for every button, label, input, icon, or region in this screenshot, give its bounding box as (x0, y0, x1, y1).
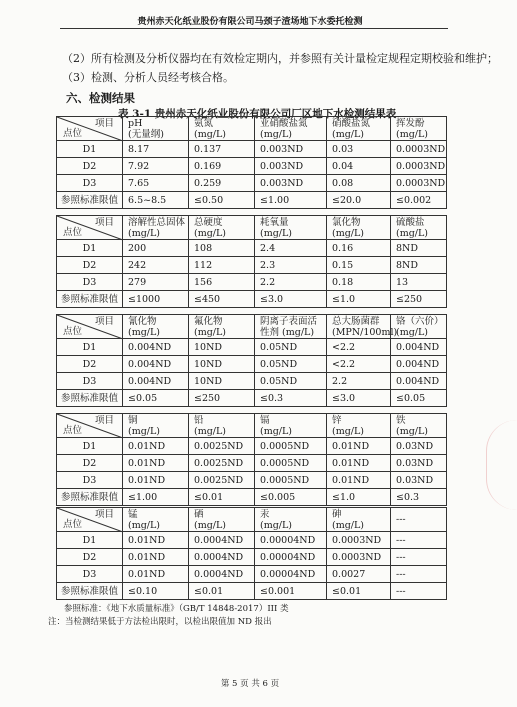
table-header-row (57, 216, 447, 240)
column-header (123, 315, 189, 339)
results-table-5 (56, 507, 447, 600)
table-row (57, 583, 447, 600)
corner-label-point: 点位 (63, 326, 83, 337)
cell-value: 0.0004ND (189, 549, 255, 566)
cell-value: 0.03ND (391, 472, 447, 489)
cell-value: 7.92 (123, 158, 189, 175)
header-divider (60, 28, 448, 29)
column-header (189, 508, 255, 532)
cell-value: 10ND (189, 373, 255, 390)
cell-value: 0.0003ND (391, 141, 447, 158)
table-row (57, 257, 447, 274)
cell-value: 0.01ND (327, 472, 391, 489)
header-label: 氰化物 (128, 315, 157, 327)
cell-value: 2.2 (255, 274, 327, 291)
cell-value: ≤0.05 (123, 390, 189, 407)
table-row (57, 472, 447, 489)
header-unit: (mg/L) (194, 128, 227, 140)
header-label: 溶解性总固体 (128, 216, 186, 228)
cell-value: ≤0.05 (391, 390, 447, 407)
column-header (391, 216, 447, 240)
footnote: 注：当检测结果低于方法检出限时，以检出限值加 ND 报出 (48, 617, 272, 627)
cell-value: 0.01ND (327, 438, 391, 455)
header-unit: (mg/L) (194, 326, 227, 338)
cell-value: 7.65 (123, 175, 189, 192)
header-label: 氟化物 (194, 315, 223, 327)
column-header (123, 508, 189, 532)
cell-value: ≤1.0 (327, 291, 391, 308)
column-header (123, 117, 189, 141)
cell-value: 0.004ND (123, 339, 189, 356)
header-unit: 性剂 (mg/L) (260, 326, 315, 338)
cell-value: 0.05ND (255, 373, 327, 390)
header-label: 硒 (194, 508, 204, 520)
column-header (327, 117, 391, 141)
corner-label-point: 点位 (63, 519, 83, 530)
cell-value: 0.00004ND (255, 549, 327, 566)
cell-value: ≤0.3 (391, 489, 447, 506)
cell-value: ≤250 (189, 390, 255, 407)
cell-value: --- (391, 583, 447, 600)
table-row (57, 192, 447, 209)
header-unit: (mg/L) (396, 326, 429, 338)
cell-value: 0.0005ND (255, 472, 327, 489)
row-label: D3 (57, 274, 123, 291)
row-label: D1 (57, 339, 123, 356)
table-header-row (57, 508, 447, 532)
row-label: D3 (57, 175, 123, 192)
header-unit: (mg/L) (128, 425, 161, 437)
cell-value: ≤3.0 (327, 390, 391, 407)
header-label: --- (396, 514, 406, 525)
header-label: pH (128, 117, 143, 129)
column-header (123, 216, 189, 240)
header-label: 阴离子表面活 (260, 315, 318, 327)
cell-value: 0.003ND (255, 158, 327, 175)
header-label: 挥发酚 (396, 117, 425, 129)
header-unit: (mg/L) (260, 519, 293, 531)
header-unit: (mg/L) (194, 227, 227, 239)
column-header (391, 508, 447, 532)
row-label: D3 (57, 373, 123, 390)
cell-value: 0.01ND (123, 472, 189, 489)
corner-cell (57, 508, 123, 532)
column-header (255, 508, 327, 532)
cell-value: 8.17 (123, 141, 189, 158)
column-header (391, 117, 447, 141)
cell-value: 0.01ND (123, 455, 189, 472)
cell-value: ≤3.0 (255, 291, 327, 308)
cell-value: 13 (391, 274, 447, 291)
cell-value: 6.5~8.5 (123, 192, 189, 209)
cell-value: 0.01ND (123, 438, 189, 455)
cell-value: 156 (189, 274, 255, 291)
standard-note: 参照标准：《地下水质量标准》（GB/T 14848-2017）III 类 (64, 604, 289, 614)
cell-value: 0.137 (189, 141, 255, 158)
header-unit: (mg/L) (128, 519, 161, 531)
header-unit: (mg/L) (128, 326, 161, 338)
table-row (57, 291, 447, 308)
results-table-4 (56, 413, 447, 506)
cell-value: ≤20.0 (327, 192, 391, 209)
table-row (57, 566, 447, 583)
cell-value: 0.03ND (391, 438, 447, 455)
row-label: 参照标准限值 (57, 192, 123, 209)
cell-value: <2.2 (327, 339, 391, 356)
cell-value: 0.0003ND (391, 175, 447, 192)
page-header: 贵州赤天化纸业股份有限公司马颈子渣场地下水委托检测 (137, 17, 363, 27)
cell-value: ≤0.001 (255, 583, 327, 600)
table-row (57, 373, 447, 390)
column-header (327, 315, 398, 339)
header-label: 硫酸盐 (396, 216, 425, 228)
cell-value: 0.00004ND (255, 532, 327, 549)
cell-value: 10ND (189, 356, 255, 373)
cell-value: 0.004ND (391, 356, 447, 373)
row-label: D2 (57, 356, 123, 373)
cell-value: ≤0.005 (255, 489, 327, 506)
header-unit: (mg/L) (332, 425, 365, 437)
table-header-row (57, 414, 447, 438)
table-row (57, 489, 447, 506)
cell-value: 0.16 (327, 240, 391, 257)
header-label: 硝酸盐氮 (332, 117, 371, 129)
header-label: 汞 (260, 508, 270, 520)
header-label: 总硬度 (194, 216, 223, 228)
row-label: 参照标准限值 (57, 390, 123, 407)
corner-label-point: 点位 (63, 425, 83, 436)
header-unit: (mg/L) (332, 227, 365, 239)
header-label: 铬（六价） (396, 315, 444, 327)
cell-value: ≤1.00 (123, 489, 189, 506)
cell-value: 0.0025ND (189, 472, 255, 489)
table-row (57, 356, 447, 373)
column-header (327, 508, 391, 532)
corner-label-item: 项目 (94, 415, 114, 426)
table-header-row (57, 117, 447, 141)
table-header-row (57, 315, 447, 339)
column-header (255, 117, 327, 141)
header-label: 镉 (260, 414, 270, 426)
cell-value: --- (391, 549, 447, 566)
cell-value: ≤0.002 (391, 192, 447, 209)
cell-value: 0.004ND (391, 339, 447, 356)
cell-value: 0.169 (189, 158, 255, 175)
table-row (57, 339, 447, 356)
cell-value: 112 (189, 257, 255, 274)
cell-value: ≤1.00 (255, 192, 327, 209)
cell-value: 0.0003ND (327, 549, 391, 566)
cell-value: 200 (123, 240, 189, 257)
table-row (57, 549, 447, 566)
cell-value: 0.0027 (327, 566, 391, 583)
table-row (57, 141, 447, 158)
row-label: D2 (57, 549, 123, 566)
cell-value: 279 (123, 274, 189, 291)
row-label: D1 (57, 532, 123, 549)
results-table-2 (56, 215, 447, 308)
cell-value: 0.05ND (255, 356, 327, 373)
table-row (57, 274, 447, 291)
column-header (255, 414, 327, 438)
cell-value: 0.0003ND (327, 532, 391, 549)
cell-value: 0.004ND (391, 373, 447, 390)
cell-value: ≤1.0 (327, 489, 391, 506)
corner-cell (57, 414, 123, 438)
header-unit: (mg/L) (396, 425, 429, 437)
cell-value: 2.2 (327, 373, 391, 390)
table-row (57, 240, 447, 257)
row-label: 参照标准限值 (57, 489, 123, 506)
column-header (189, 315, 255, 339)
corner-label-point: 点位 (63, 227, 83, 238)
cell-value: 0.18 (327, 274, 391, 291)
column-header (327, 216, 391, 240)
cell-value: 0.04 (327, 158, 391, 175)
cell-value: 0.0004ND (189, 532, 255, 549)
table-row (57, 390, 447, 407)
row-label: 参照标准限值 (57, 291, 123, 308)
header-label: 耗氧量 (260, 216, 289, 228)
header-unit: (mg/L) (194, 425, 227, 437)
header-label: 锌 (332, 414, 342, 426)
header-label: 总大肠菌群 (332, 315, 380, 327)
row-label: D2 (57, 257, 123, 274)
header-unit: (mg/L) (128, 227, 161, 239)
cell-value: ≤0.3 (255, 390, 327, 407)
header-label: 氨氮 (194, 117, 214, 129)
page-footer: 第 5 页 共 6 页 (220, 679, 280, 689)
cell-value: 0.003ND (255, 141, 327, 158)
cell-value: 0.259 (189, 175, 255, 192)
table-row (57, 532, 447, 549)
cell-value: 0.0005ND (255, 455, 327, 472)
header-label: 砷 (332, 508, 342, 520)
header-label: 氯化物 (332, 216, 361, 228)
cell-value: ≤450 (189, 291, 255, 308)
header-label: 铅 (194, 414, 204, 426)
table-row (57, 455, 447, 472)
cell-value: ≤250 (391, 291, 447, 308)
cell-value: 0.08 (327, 175, 391, 192)
cell-value: <2.2 (327, 356, 391, 373)
column-header (255, 315, 327, 339)
cell-value: 8ND (391, 257, 447, 274)
table-row (57, 175, 447, 192)
table-caption: 表 3-1 贵州赤天化纸业股份有限公司厂区地下水检测结果表 (118, 108, 397, 120)
column-header (189, 117, 255, 141)
column-header (123, 414, 189, 438)
cell-value: 108 (189, 240, 255, 257)
corner-label-item: 项目 (94, 217, 114, 228)
results-table-1 (56, 116, 447, 209)
cell-value: 0.004ND (123, 373, 189, 390)
corner-label-point: 点位 (63, 128, 83, 139)
row-label: 参照标准限值 (57, 583, 123, 600)
cell-value: ≤0.01 (189, 583, 255, 600)
cell-value: 0.01ND (123, 532, 189, 549)
header-unit: (mg/L) (194, 519, 227, 531)
cell-value: 0.05ND (255, 339, 327, 356)
cell-value: 0.0004ND (189, 566, 255, 583)
cell-value: ≤0.01 (327, 583, 391, 600)
cell-value: 0.0003ND (391, 158, 447, 175)
cell-value: 8ND (391, 240, 447, 257)
header-label: 铜 (128, 414, 138, 426)
header-unit: (mg/L) (332, 519, 365, 531)
column-header (189, 216, 255, 240)
cell-value: 0.01ND (123, 566, 189, 583)
cell-value: ≤1000 (123, 291, 189, 308)
header-unit: (MPN/100ml) (332, 326, 398, 338)
table-row (57, 438, 447, 455)
cell-value: 0.01ND (327, 455, 391, 472)
header-label: 锰 (128, 508, 138, 520)
corner-cell (57, 315, 123, 339)
paragraph-3: （3）检测、分析人员经考核合格。 (62, 71, 234, 84)
corner-label-item: 项目 (94, 509, 114, 520)
column-header (391, 414, 447, 438)
corner-cell (57, 216, 123, 240)
cell-value: ≤0.10 (123, 583, 189, 600)
cell-value: 0.0025ND (189, 438, 255, 455)
row-label: D1 (57, 240, 123, 257)
cell-value: --- (391, 566, 447, 583)
cell-value: 242 (123, 257, 189, 274)
corner-label-item: 项目 (94, 316, 114, 327)
cell-value: 2.4 (255, 240, 327, 257)
cell-value: 0.03ND (391, 455, 447, 472)
cell-value: ≤0.50 (189, 192, 255, 209)
seal-stamp-fragment (486, 420, 517, 510)
header-unit: (mg/L) (396, 227, 429, 239)
header-unit: (mg/L) (332, 128, 365, 140)
cell-value: 0.003ND (255, 175, 327, 192)
row-label: D1 (57, 438, 123, 455)
header-label: 铁 (396, 414, 406, 426)
cell-value: 0.00004ND (255, 566, 327, 583)
section-title: 六、检测结果 (66, 91, 135, 105)
cell-value: 0.15 (327, 257, 391, 274)
table-row (57, 158, 447, 175)
corner-cell (57, 117, 123, 141)
cell-value: --- (391, 532, 447, 549)
column-header (189, 414, 255, 438)
row-label: D2 (57, 158, 123, 175)
cell-value: ≤0.01 (189, 489, 255, 506)
header-unit: (mg/L) (260, 227, 293, 239)
paragraph-2: （2）所有检测及分析仪器均在有效检定期内，并参照有关计量检定规程定期校验和维护； (62, 52, 498, 65)
header-unit: (mg/L) (260, 425, 293, 437)
column-header (327, 414, 391, 438)
cell-value: 10ND (189, 339, 255, 356)
row-label: D1 (57, 141, 123, 158)
cell-value: 0.0025ND (189, 455, 255, 472)
column-header (255, 216, 327, 240)
cell-value: 0.0005ND (255, 438, 327, 455)
header-label: 亚硝酸盐氮 (260, 117, 308, 129)
cell-value: 0.01ND (123, 549, 189, 566)
cell-value: 0.004ND (123, 356, 189, 373)
row-label: D2 (57, 455, 123, 472)
results-table-3 (56, 314, 447, 407)
header-unit: (mg/L) (396, 128, 429, 140)
column-header (391, 315, 447, 339)
corner-label-item: 项目 (94, 118, 114, 129)
cell-value: 2.3 (255, 257, 327, 274)
row-label: D3 (57, 472, 123, 489)
cell-value: 0.03 (327, 141, 391, 158)
row-label: D3 (57, 566, 123, 583)
header-unit: (mg/L) (260, 128, 293, 140)
header-unit: (无量纲) (128, 128, 164, 140)
